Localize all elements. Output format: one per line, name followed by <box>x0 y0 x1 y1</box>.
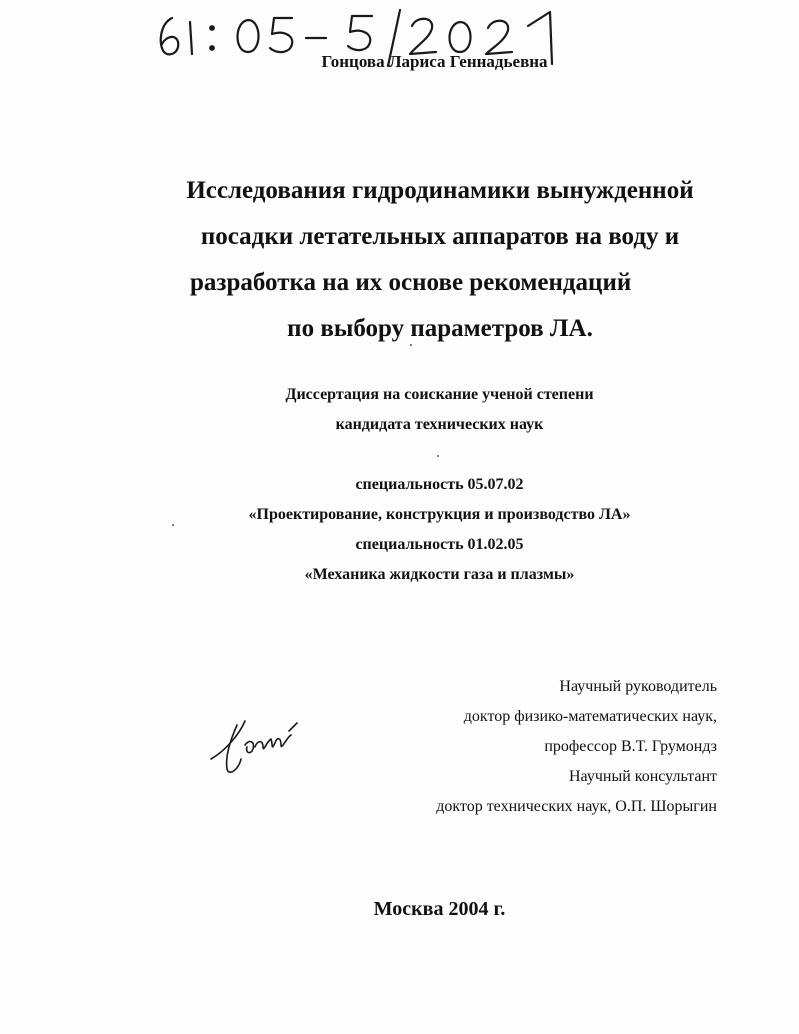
scan-speck <box>172 524 174 526</box>
specialty-name-1: «Проектирование, конструкция и производство ЛА» <box>248 506 631 523</box>
consultant-label: Научный консультант <box>569 768 717 785</box>
supervisor-degree: доктор физико-математических наук, <box>463 708 717 725</box>
specialty-name-2: «Механика жидкости газа и плазмы» <box>304 566 575 583</box>
advisors-block <box>436 672 717 822</box>
specialties-block <box>0 470 799 590</box>
scan-speck <box>437 455 439 457</box>
specialty-code-2: специальность 01.02.05 <box>355 536 524 553</box>
author-signature <box>205 715 305 777</box>
consultant-line: доктор технических наук, О.П. Шорыгин <box>436 798 717 815</box>
title-line: Исследования гидродинамики вынужденной <box>186 177 694 204</box>
title-line: разработка на их основе рекомендаций <box>190 269 632 296</box>
scan-speck <box>410 344 412 346</box>
degree-line-2: кандидата технических наук <box>335 416 544 433</box>
degree-line-1: Диссертация на соискание ученой степени <box>285 386 594 403</box>
title-line: по выбору параметров ЛА. <box>287 315 593 342</box>
degree-statement <box>0 380 799 440</box>
author-name: Гонцова Лариса Геннадьевна <box>321 52 548 71</box>
specialty-code-1: специальность 05.07.02 <box>355 476 524 493</box>
supervisor-name: профессор В.Т. Грумондз <box>544 738 717 755</box>
supervisor-label: Научный руководитель <box>559 678 717 695</box>
title-line: посадки летательных аппаратов на воду и <box>200 223 680 250</box>
city-year: Москва 2004 г. <box>373 898 506 920</box>
dissertation-title <box>160 168 720 352</box>
